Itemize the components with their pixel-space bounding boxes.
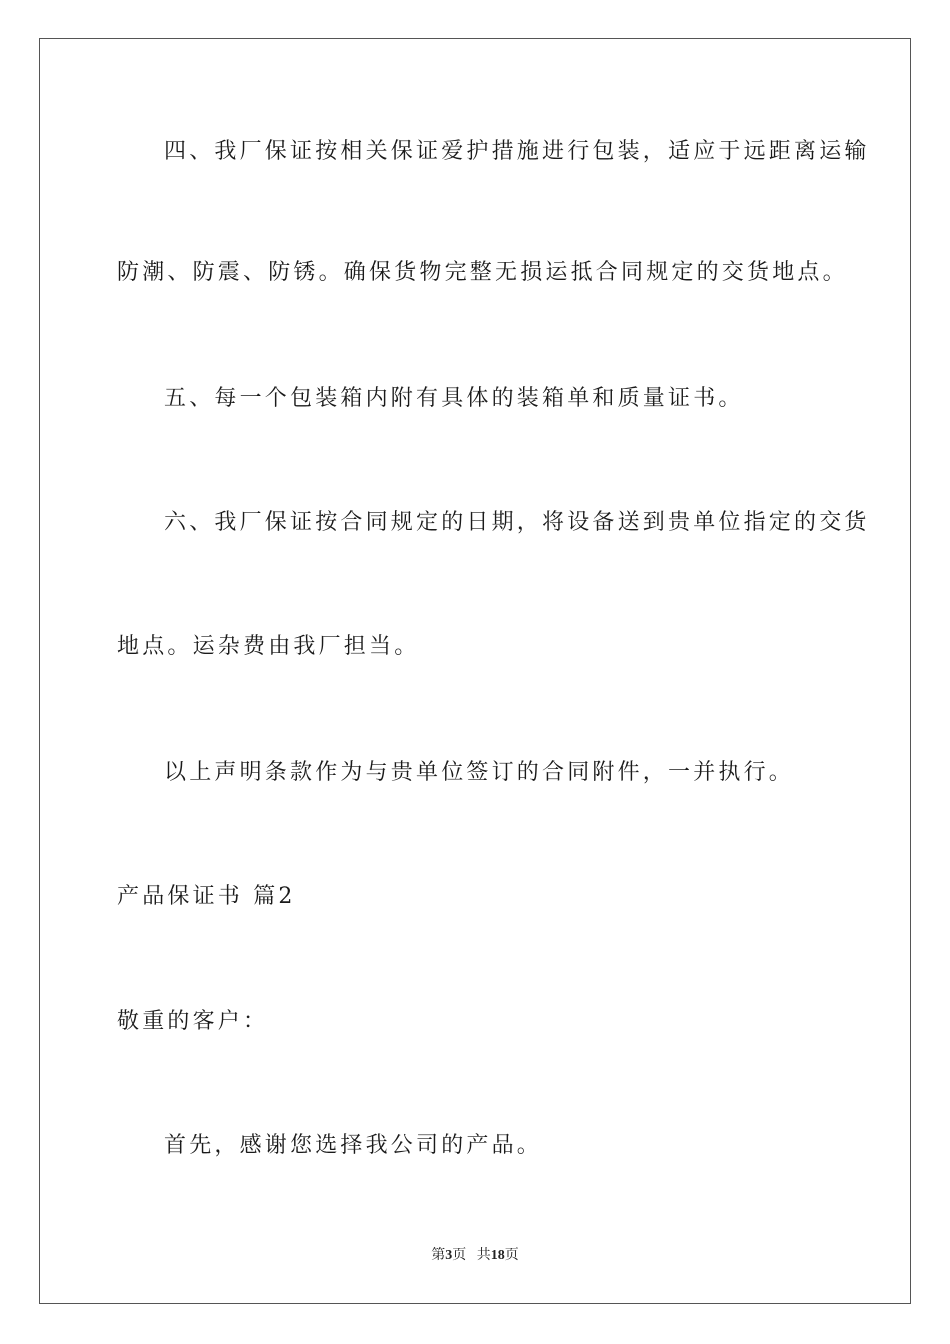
footer-total-suffix: 页 [504, 1248, 519, 1263]
page-border [39, 38, 911, 1304]
page-footer [0, 1244, 950, 1264]
footer-prefix: 第 [431, 1248, 446, 1263]
paragraph-line-5: 地点。运杂费由我厂担当。 [117, 634, 420, 659]
footer-page-suffix: 页 [452, 1248, 467, 1263]
paragraph-line-2: 防潮、防震、防锈。确保货物完整无损运抵合同规定的交货地点。 [117, 260, 848, 285]
footer-page-number: 3 [445, 1248, 453, 1263]
paragraph-line-1: 四、我厂保证按相关保证爱护措施进行包装，适应于远距离运输 [164, 139, 870, 164]
paragraph-line-3: 五、每一个包装箱内附有具体的装箱单和质量证书。 [164, 386, 744, 411]
footer-total-prefix: 共 [476, 1248, 491, 1263]
paragraph-line-9: 首先，感谢您选择我公司的产品。 [164, 1133, 543, 1158]
footer-total-pages: 18 [490, 1248, 505, 1263]
section-heading: 产品保证书 篇2 [117, 884, 296, 909]
salutation: 敬重的客户： [117, 1009, 269, 1034]
paragraph-line-4: 六、我厂保证按合同规定的日期，将设备送到贵单位指定的交货 [164, 510, 870, 535]
paragraph-line-6: 以上声明条款作为与贵单位签订的合同附件，一并执行。 [164, 760, 795, 785]
